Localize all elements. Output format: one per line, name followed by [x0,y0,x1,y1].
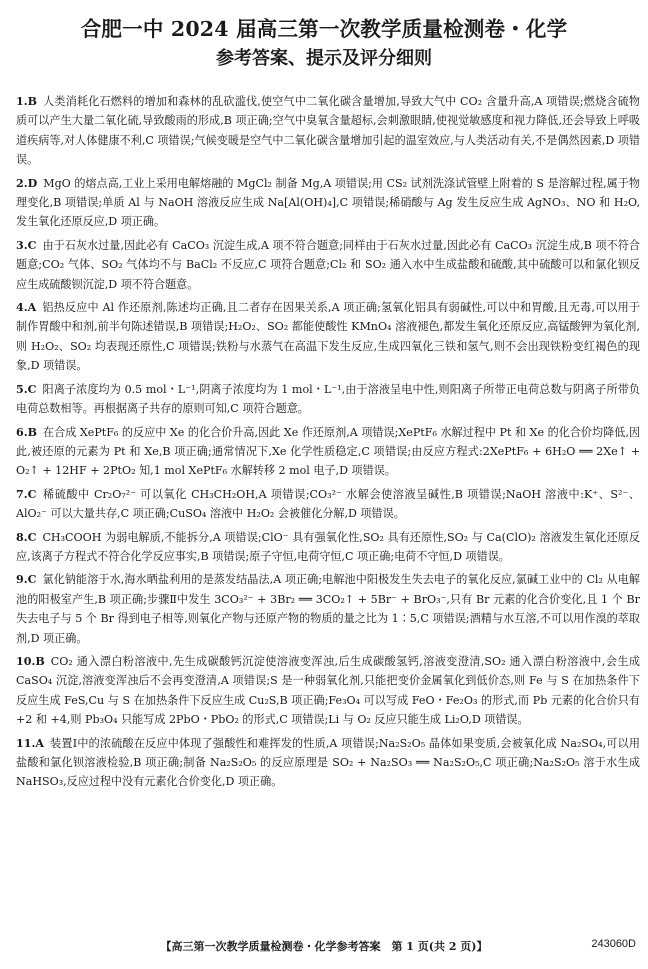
answer-explanation: 稀硫酸中 Cr₂O₇²⁻ 可以氧化 CH₃CH₂OH,A 项错误;CO₃²⁻ 水解会使溶液呈碱性,B 项错误;NaOH 溶液中:K⁺、S²⁻、AlO₂⁻ 可以大量共存,C 项正确;CuSO₄ 溶液中 H₂O₂ 会被催化分解,D 项错误。 [16,487,640,521]
answer-explanation: 阳离子浓度均为 0.5 mol・L⁻¹,阴离子浓度均为 1 mol・L⁻¹,由于溶液呈电中性,则阳离子所带正电荷总数与阴离子所带负电荷总数相等。再根据离子共存的原则可知,C 项符合题意。 [16,382,640,416]
answer-item-3 [16,236,640,294]
page-footer [0,938,648,958]
answer-item-10 [16,652,640,730]
answer-item-5 [16,380,640,419]
answer-number: 9. [16,573,28,587]
answer-explanation: MgO 的熔点高,工业上采用电解熔融的 MgCl₂ 制备 Mg,A 项错误;用 CS₂ 试剂洗涤试管壁上附着的 S 是溶解过程,属于物理变化,B 项错误;单质 Al 与 NaOH 溶液反应生成 Na[Al(OH)₄],C 项错误;稀硝酸与 Ag 发生反应生成 AgNO₃、NO 和 H₂O,发生氧化还原反应,D 项正确。 [16,176,640,229]
answer-number: 10. [16,654,36,668]
answer-explanation: 氯化钠能溶于水,海水晒盐利用的是蒸发结晶法,A 项正确;电解池中阳极发生失去电子的氧化反应,氯碱工业中的 Cl₂ 从电解池的阳极室产生,B 项正确;步骤Ⅱ中发生 3CO₃²⁻ + 3Br₂ ══ 3CO₂↑ + 5Br⁻ + BrO₃⁻,只有 Br 元素的化合价变化,且 1 个 Br 失去电子与 5 个 Br 得到电子相等,则氧化产物与还原产物的物质的量之比为 1∶5,C 项错误;酒精与水互溶,不可以用作溴的萃取剂,D 项正确。 [16,573,640,645]
answer-explanation: 装置Ⅰ中的浓硫酸在反应中体现了强酸性和难挥发的性质,A 项错误;Na₂S₂O₅ 晶体如果变质,会被氧化成 Na₂SO₄,可以用盐酸和氯化钡溶液检验,B 项正确;制备 Na₂S₂O₅ 的反应原理是 SO₂ + Na₂SO₃ ══ Na₂S₂O₅,C 项正确;Na₂S₂O₅ 溶于水生成 NaHSO₃,反应过程中没有元素化合价变化,D 项正确。 [16,736,640,789]
answer-number: 3. [16,238,28,252]
answer-key: A [27,301,37,315]
answer-key: B [27,425,37,439]
answer-key: A [35,736,44,750]
document-title: 合肥一中 2024 届高三第一次教学质量检测卷・化学 [80,17,568,41]
answer-number: 6. [16,425,28,439]
answer-item-7 [16,485,640,524]
answer-key: B [35,654,45,668]
answer-number: 11. [16,736,36,750]
answer-number: 5. [16,382,28,396]
answer-key: B [27,95,37,108]
answer-item-6 [16,423,640,481]
answer-explanation: 在合成 XePtF₆ 的反应中 Xe 的化合价升高,因此 Xe 作还原剂,A 项错误;XePtF₆ 水解过程中 Pt 和 Xe 的化合价均降低,因此,被还原的元素为 Pt 和 Xe,B 项正确;通常情况下,Xe 化学性质稳定,C 项错误;由反应方程式:2XePtF₆ + 6H₂O ══ 2Xe↑ + O₂↑ + 12HF + 2PtO₂ 知,1 mol XePtF₆ 水解转移 2 mol 电子,D 项错误。 [16,425,640,478]
answer-key: C [27,238,37,252]
answer-item-8 [16,528,640,567]
answer-number: 4. [16,301,28,315]
answer-key: C [27,530,37,544]
answer-number: 8. [16,530,28,544]
answer-item-4 [16,298,640,376]
answer-item-1 [16,92,640,170]
answer-key: D [27,176,38,190]
footer-page-label: 【高三第一次教学质量检测卷・化学参考答案 第 1 页(共 2 页)】 [160,940,488,953]
footer-document-code: 243060D [591,938,636,950]
answer-explanation: 由于石灰水过量,因此必有 CaCO₃ 沉淀生成,A 项不符合题意;同样由于石灰水过量,因此必有 CaCO₃ 沉淀生成,B 项不符合题意;CO₂ 气体、SO₂ 气体均不与 BaCl₂ 不反应,C 项符合题意;Cl₂ 和 SO₂ 通入水中生成盐酸和硫酸,其中硫酸可以和氯化钡反应生成硫酸钡沉淀,D 项不符合题意。 [16,238,640,291]
answer-list [16,92,640,796]
answer-key: C [27,573,37,587]
answer-number: 2. [16,176,28,190]
answer-explanation: 铝热反应中 Al 作还原剂,陈述均正确,且二者存在因果关系,A 项正确;氢氧化铝具有弱碱性,可以中和胃酸,且无毒,可以用于制作胃酸中和剂,前半句陈述错误,B 项错误;H₂O₂、SO₂ 都能使酸性 KMnO₄ 溶液褪色,都发生氧化还原反应,高锰酸钾为氧化剂,则 H₂O₂、SO₂ 均表现还原性,C 项错误;铁粉与水蒸气在高温下发生反应,生成四氧化三铁和氢气,则不会出现铁粉变红褐色的现象,D 项错误。 [16,301,640,373]
answer-key: C [27,487,37,501]
answer-number: 1. [16,95,28,108]
answer-number: 7. [16,487,28,501]
answer-explanation: 人类消耗化石燃料的增加和森林的乱砍滥伐,使空气中二氧化碳含量增加,导致大气中 CO₂ 含量升高,A 项错误;燃烧含硫物质可以产生大量二氧化硫,导致酸雨的形成,B 项正确;空气中臭氧含量超标,会刺激眼睛,使视觉敏感度和视力降低,还会导致上呼吸道疾病等,对人体健康不利,C 项错误;气候变暖是空气中二氧化碳含量增加引起的温室效应,与人类活动有关,不是偶然因素,D 项错误。 [16,95,640,167]
document-subtitle: 参考答案、提示及评分细则 [216,48,432,69]
answer-explanation: CH₃COOH 为弱电解质,不能拆分,A 项错误;ClO⁻ 具有强氧化性,SO₂ 具有还原性,SO₂ 与 Ca(ClO)₂ 溶液发生氧化还原反应,该离子方程式不符合化学反应事实,B 项错误;原子守恒,电荷守恒,C 项正确;电荷不守恒,D 项错误。 [16,530,640,563]
answer-item-2 [16,174,640,232]
answer-explanation: CO₂ 通入漂白粉溶液中,先生成碳酸钙沉淀使溶液变浑浊,后生成碳酸氢钙,溶液变澄清,SO₂ 通入漂白粉溶液中,会生成 CaSO₄ 沉淀,溶液变浑浊后不会再变澄清,A 项错误;S 是一种弱氧化剂,只能把变价金属氧化到低价态,则 Fe 与 S 在加热条件下反应生成 FeS,Cu 与 S 在加热条件下反应生成 Cu₂S,B 项正确;Fe₃O₄ 可以写成 FeO・Fe₂O₃ 的形式,而 Pb 元素的化合价只有 +2 和 +4,则 Pb₃O₄ 只能写成 2PbO・PbO₂ 的形式,C 项错误;Li 与 O₂ 反应只能生成 Li₂O,D 项错误。 [16,654,640,727]
answer-key: C [27,382,37,396]
answer-item-11 [16,734,640,792]
answer-item-9 [16,570,640,648]
